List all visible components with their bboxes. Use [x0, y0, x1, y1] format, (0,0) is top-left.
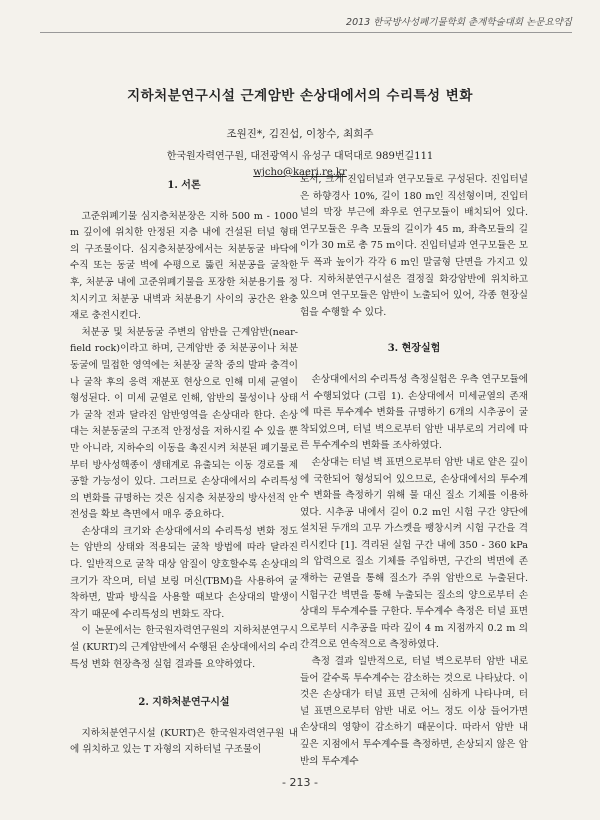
- authors: 조원진*, 김진섭, 이창수, 최희주: [226, 128, 374, 140]
- paragraph: 로서, 크게 진입터널과 연구모듈로 구성된다. 진입터널은 하향경사 10%, 길이 180 m인 직선형이며, 진입터널의 막장 부근에 좌우로 연구모듈이 배치되어 있다. 연구모듈은 우측 모듈의 길이가 45 m, 좌측모듈의 길이가 30 m로 총 75 m이다. 진입터널과 연구모듈은 모두 폭과 높이가 각각 6 m인 말굽형 단면을 가지고 있다. 지하처분연구시설은 결정질 화강암반에 위치하고 있으며 연구모듈은 암반이 노출되어 있어, 각종 현장실험을 수행할 수 있다.: [300, 174, 528, 318]
- paragraph: 고준위폐기물 심지층처분장은 지하 500 m - 1000 m 깊이에 위치한 안정된 지층 내에 건설된 터널 형태의 구조물이다. 심지층처분장에서는 처분동굴 바닥에 수직 또는 동굴 벽에 수평으로 뚫린 처분공을 굴착한 후, 처분공 내에 고준위폐기물을 포장한 처분용기를 정치시키고 처분공 내벽과 처분용기 사이의 공간은 완충재로 충전시킨다.: [70, 210, 298, 322]
- paragraph: 측정 결과 일반적으로, 터널 벽으로부터 암반 내로 들어 갈수록 투수계수는 감소하는 것으로 나타났다. 이것은 손상대가 터널 표면 근처에 심하게 나타나며, 터널 표면으로부터 암반 내로 어느 정도 이상 들어가면 손상대의 영향이 감소하기 때문이다. 따라서 암반 내 깊은 지점에서 투수계수를 측정하면, 손상되지 않은 암반의 투수계수: [300, 656, 528, 767]
- section-heading-field-test: 3. 현장실험: [387, 343, 441, 355]
- left-column: [70, 172, 298, 759]
- affiliation: 한국원자력연구원, 대전광역시 유성구 대덕대로 989번길111: [166, 151, 434, 162]
- paragraph: 손상대는 터널 벽 표면으로부터 암반 내로 얕은 깊이에 국한되어 형성되어 있으므로, 손상대에서의 투수계수 변화를 측정하기 위해 물 대신 질소 기체를 이용하였다. 시추공 내에서 길이 0.2 m인 시험 구간 양단에 설치된 두개의 고무 가스켓을 팽창시켜 시험 구간을 격리시킨다 [1]. 격리된 실험 구간 내에 350 - 360 kPa 의 압력으로 질소 기체를 주입하면, 구간의 벽면에 존재하는 균열을 통해 질소가 주위 암반으로 누출된다. 시험구간 벽면을 통해 누출되는 질소의 양으로부터 손상대의 투수계수를 구한다. 투수계수 측정은 터널 표면으로부터 시추공을 따라 깊이 4 m 지점까지 0.2 m 의 간격으로 연속적으로 측정하였다.: [300, 456, 528, 651]
- header-rule: [40, 32, 572, 33]
- section-heading-facility: 2. 지하처분연구시설: [138, 697, 230, 709]
- paragraph: 이 논문에서는 한국원자력연구원의 지하처분연구시설 (KURT)의 근계암반에서 수행된 손상대에서의 수리특성 변화 현장측정 실험 결과를 요약하였다.: [70, 625, 298, 670]
- paragraph: 손상대에서의 수리특성 측정실험은 우측 연구모듈에서 수행되었다 (그림 1). 손상대에서 미세균열의 존재에 따른 투수계수 변화를 규명하기 6개의 시추공이 굴착되었으며, 터널 벽으로부터 암반 내부로의 거리에 따른 투수계수의 변화를 조사하였다.: [300, 373, 528, 452]
- paragraph: 처분공 및 처분동굴 주변의 암반을 근계암반(near-field rock)이라고 하며, 근계암반 중 처분공이나 처분동굴에 밀접한 영역에는 처분장 굴착 중의 발파 충격이나 굴착 후의 응력 재분포 현상으로 인해 미세 균열이 형성된다. 이 미세 균열로 인해, 암반의 물성이나 상태가 굴착 전과 달라진 암반영역을 손상대라 한다. 손상대는 처분동굴의 구조적 안정성을 저하시킬 수 있을 뿐만 아니라, 지하수의 이동을 촉진시켜 처분된 폐기물로부터 방사성핵종이 생태계로 유출되는 이동 경로를 제공할 가능성이 있다. 그러므로 손상대에서의 수리특성의 변화를 규명하는 것은 심지층 처분장의 방사선적 안전성을 확보 측면에서 매우 중요하다.: [70, 326, 298, 521]
- page-number: - 213 -: [282, 776, 318, 789]
- running-header: 2013 한국방사성폐기물학회 춘계학술대회 논문요약집: [346, 17, 572, 28]
- paper-title: 지하처분연구시설 근계암반 손상대에서의 수리특성 변화: [127, 88, 473, 104]
- section-heading-introduction: 1. 서론: [167, 180, 201, 191]
- right-column: [300, 172, 528, 770]
- paragraph: 손상대의 크기와 손상대에서의 수리특성 변화 정도는 암반의 상태와 적용되는 굴착 방법에 따라 달라진다. 일반적으로 굴착 대상 암질이 양호할수록 손상대의 크기가 작으며, 터널 보링 머신(TBM)을 사용하여 굴착하면, 발파 방식을 사용할 때보다 손상대의 발생이 작기 때문에 수리특성의 변화도 작다.: [70, 525, 298, 620]
- title-block: [40, 84, 560, 178]
- email: wjcho@kaeri.re.kr: [253, 167, 347, 178]
- paragraph: 지하처분연구시설 (KURT)은 한국원자력연구원 내에 위치하고 있는 T 자형의 지하터널 구조물이: [70, 727, 298, 756]
